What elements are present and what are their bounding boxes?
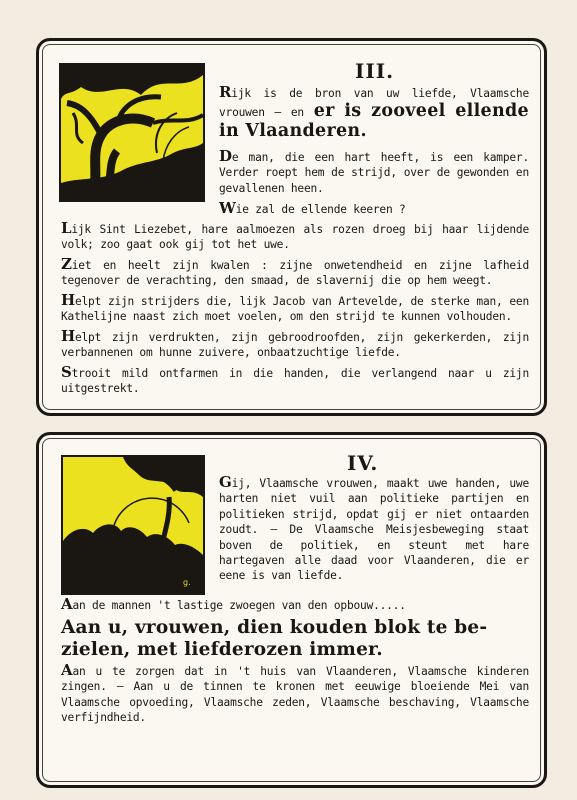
paragraph: Gij, Vlaamsche vrouwen, maakt uwe handen, uwe harten niet vuil aan politieke partijen en politieken strijd, opdat gij er niet ontaarden zoudt. — De Vlaamsche Meisjesbeweging staat boven de politiek, en steunt met hare hartegaven alle daad voor Vlaanderen, die er eene is van liefde. xyxy=(219,473,529,583)
tree-silhouette-image xyxy=(61,65,203,200)
section-number: IV. xyxy=(347,451,379,475)
section-iii-panel xyxy=(36,38,547,416)
section-number: III. xyxy=(355,59,395,83)
sunset-tree-image xyxy=(63,457,203,593)
svg-text:ɡ.: ɡ. xyxy=(183,578,191,587)
paragraph: Aan u te zorgen dat in 't huis van Vlaanderen, Vlaamsche kinderen zingen. — Aan u de tinnen te kronen met eeuwige bloeiende Mei van Vlaamsche opvoeding, Vlaamsche zeden, Vlaamsche beschaving, Vlaamsche verfijndheid. xyxy=(61,661,529,725)
paragraph: Strooit mild ontfarmen in die handen, die verlangend naar u zijn uitgestrekt. xyxy=(61,363,529,396)
tree-illustration-iii xyxy=(59,63,205,202)
tree-illustration-iv xyxy=(61,455,205,595)
paragraph: Wie zal de ellende keeren ? xyxy=(219,199,406,217)
paragraph: Helpt zijn verdrukten, zijn gebroodroofden, zijn gekerkerden, zijn verbannenen om hunne zuivere, onbaatzuchtige liefde. xyxy=(61,327,529,360)
paragraph: Aan de mannen 't lastige zwoegen van den opbouw..... xyxy=(61,595,406,613)
paragraph: Ziet en heelt zijn kwalen : zijne onwetendheid en zijne lafheid tegenover de verachting, den smaad, de slavernij die op hem weegt. xyxy=(61,255,529,288)
section-iv-panel xyxy=(36,432,547,788)
emphasis-paragraph: Aan u, vrouwen, dien kouden blok te bezielen, met liefderozen immer. xyxy=(61,617,488,660)
paragraph: Lijk Sint Liezebet, hare aalmoezen als rozen droeg bij haar lijdende volk; zoo gaat ook gij tot het uwe. xyxy=(61,219,529,252)
paragraph: De man, die een hart heeft, is een kamper. Verder roept hem de strijd, over de gewonden en gevallenen heen. xyxy=(219,147,529,195)
emphasis-text: er is zooveel ellende in Vlaanderen. xyxy=(219,101,529,142)
paragraph: Helpt zijn strijders die, lijk Jacob van Artevelde, de sterke man, een Kathelijne naast zich moet voelen, om den strijd te kunnen volhouden. xyxy=(61,291,529,324)
opening-paragraph: Rijk is de bron van uw liefde, Vlaamsche vrouwen — en er is zooveel ellende in Vlaanderen. xyxy=(219,83,529,142)
svg-text:ɡ.: ɡ. xyxy=(75,170,83,179)
